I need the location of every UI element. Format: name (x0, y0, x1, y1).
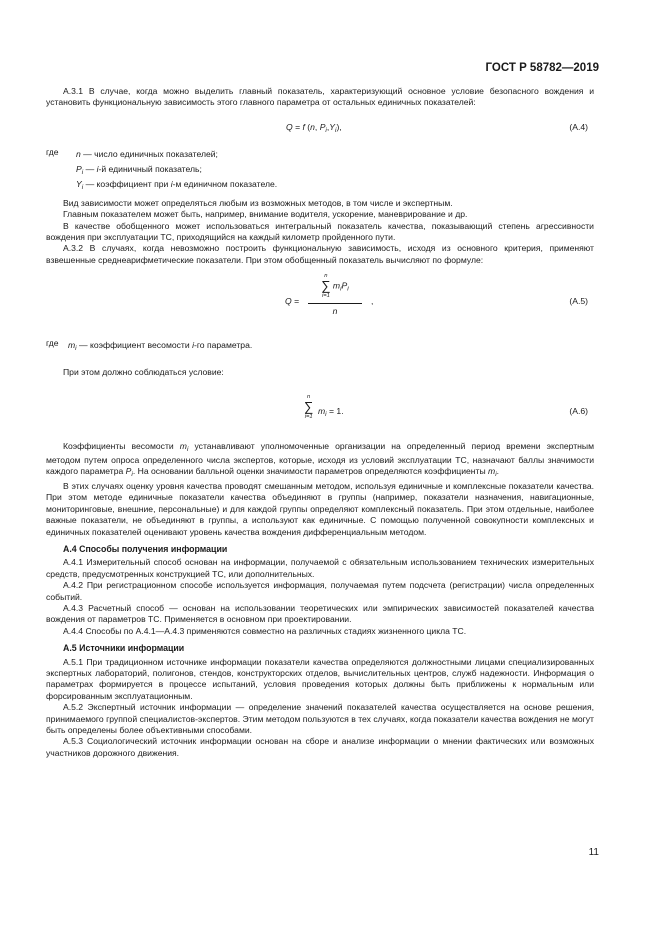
where-label: где (46, 338, 59, 349)
paragraph-general-indicator: В качестве обобщенного может использоваться интегральный показатель качества, показывающий степень агрессивности вождения при эксплуатации ТС, приходящийся на каждый километр пройденного пути. (46, 220, 594, 243)
paragraph-a31: А.3.1 В случае, когда можно выделить главный показатель, характеризующий основное условие безопасного вождения и установить функциональную зависимость этого главного параметра от остальных единичных показателей: (46, 86, 594, 108)
section-heading-a5: А.5 Источники информации (63, 643, 185, 654)
where-item-p: $P_i$ — i-й единичный показатель; (76, 163, 202, 176)
paragraph-a41: А.4.1 Измерительный способ основан на информации, получаемой с обязательным использованием технических измерительных средств, предусмотренных конструкцией ТС, или дополнительных. (46, 557, 594, 579)
paragraph-main-indicator: Главным показателем может быть, например, внимание водителя, ускорение, маневрирование и др. (63, 209, 468, 220)
paragraph-condition: При этом должно соблюдаться условие: (63, 367, 224, 378)
document-standard-number: ГОСТ Р 58782—2019 (485, 62, 599, 74)
fraction-bar (308, 303, 362, 304)
formula-a4-expression: Q = f (n, $P_i,Y_i$), (286, 121, 342, 134)
paragraph-a52: А.5.2 Экспертный источник информации — определение значений показателей качества осуществляется на основе решения, принимаемого группой специалистов-экспертов. Этим методом пользуются в тех случаях, когда показатели качества вождения не могут быть определены более объективными способами. (46, 702, 594, 735)
paragraph-a32: А.3.2 В случаях, когда невозможно построить функциональную зависимость, исходя из основного критерия, применяют взвешенные среднеарифметические показатели. При этом обобщенный показатель вычисляют по формуле: (46, 243, 594, 265)
sum-symbol: n ∑ i=1 (321, 273, 331, 300)
formula-a5-fraction (308, 272, 362, 317)
paragraph-kind: Вид зависимости может определяться любым из возможных методов, в том числе и экспертным. (63, 197, 453, 208)
paragraph-mixed-method: В этих случаях оценку уровня качества проводят смешанным методом, используя единичные и комплексные показатели качества. При этом методе единичные показатели качества объединяют в группы (например, показатели назначения, навигационные, мониторинговые, внешние, персональные) и для каждой группы определяют комплексный показатель. При этом отдельные, наиболее важные показатели, не объединяют в группы, а используют как единичные. С помощью полученной совокупности комплексных и единичных показателей оценивают уровень качества вождения дифференциальным методом. (46, 480, 594, 537)
formula-a5-lhs: Q = (285, 296, 300, 307)
where-item-n: n — число единичных показателей; (76, 148, 218, 159)
page-content (46, 86, 594, 759)
formula-a6-body: $m_i = 1$. (318, 405, 344, 418)
formula-a4 (46, 117, 594, 139)
page-number: 11 (588, 847, 599, 858)
formula-a4-number: (А.4) (569, 121, 588, 132)
paragraph-a51: А.5.1 При традиционном источнике информации показатели качества определяются должностными лицами специализированных экспертных лабораторий, полигонов, стендов, конструкторских отделов, вычислительных центров, служб надежности. Информация о параметрах формируется в процессе испытаний, условия проведения которых должны быть приближены к нормальным или форсированным эксплуатационным. (46, 656, 594, 701)
section-heading-a4: А.4 Способы получения информации (63, 543, 228, 554)
formula-a5: Q = n ∑ i=1 $m_iP_i$ n , (А.5) (285, 273, 588, 317)
where-item-m: $m_i$ — коэффициент весомости i-го параметра. (68, 340, 253, 353)
paragraph-a53: А.5.3 Социологический источник информации основан на сборе и анализе информации о мнении фактических или возможных участников дорожного движения. (46, 736, 594, 758)
where-label: где (46, 146, 59, 157)
formula-a6 (46, 391, 594, 433)
paragraph-a44: А.4.4 Способы по А.4.1—А.4.3 применяются совместно на различных стадиях жизненного цикла ТС. (63, 625, 467, 636)
paragraph-a42: А.4.2 При регистрационном способе используется информация, получаемая путем подсчета (регистрации) числа определенных событий. (46, 580, 594, 602)
paragraph-a43: А.4.3 Расчетный способ — основан на использовании теоретических или эмпирических зависимостей показателей качества вождения от параметров ТС. Применяется в основном при проектировании. (46, 602, 594, 625)
formula-a5-number: (А.5) (569, 296, 588, 307)
where-item-y: $Y_i$ — коэффициент при i-м единичном показателе. (76, 178, 278, 191)
paragraph-coefficients: Коэффициенты весомости $m_i$ устанавливают уполномоченные организации на определенный период времени экспертным методом путем опроса определенного числа экспертов, которые, исходя из условий эксплуатации ТС, назначают баллы значимости каждого параметра $P_i$. На основании балльной оценки значимости параметров определяются коэффициенты $m_i$. (46, 440, 594, 479)
where-list-1 (46, 147, 594, 192)
where-list-2 (46, 338, 594, 353)
sum-symbol: n ∑ i=1 (304, 393, 314, 420)
formula-a5-denominator: n (332, 306, 338, 317)
formula-a6-number: (А.6) (569, 405, 588, 416)
formula-a5-numerator: n ∑ i=1 $m_iP_i$ (321, 273, 349, 300)
